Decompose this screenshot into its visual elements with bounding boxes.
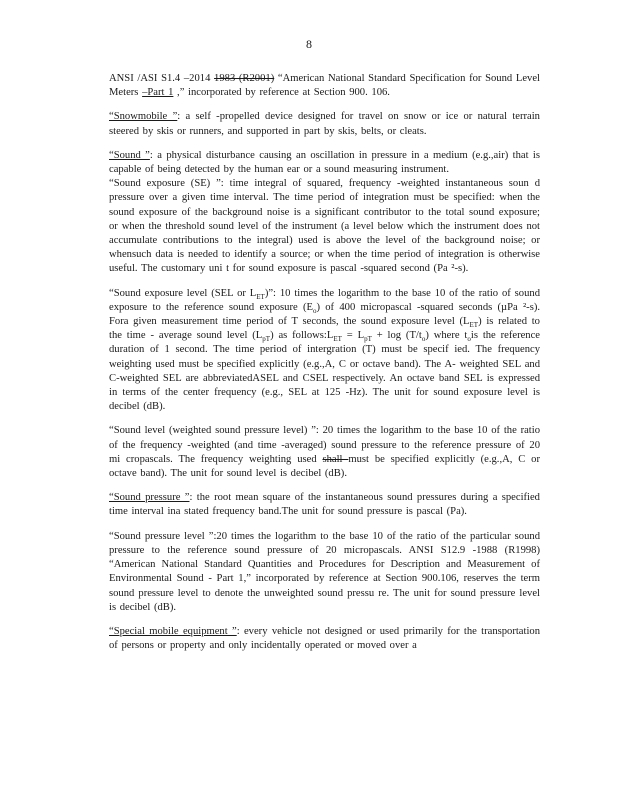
subscript: ET [469, 321, 479, 330]
text: “Sound level (weighted sound pressure level) ”: 20 times the logarithm to the base 10 of the ratio of the frequency -weighted (and time -averaged) sound pressure to the reference pressure of 20 mi cropascals. The frequency weighting used [109, 425, 540, 465]
definition-sound-exposure-level [109, 287, 540, 415]
definition-sound [109, 149, 540, 177]
text: ) as follows:L [270, 330, 334, 342]
subscript: o [467, 335, 471, 344]
definition-sound-pressure-level [109, 530, 540, 615]
defined-term: “Sound ” [109, 149, 150, 161]
text: must be specified explicitly (e.g.,A, C or octave band). The unit for sound level is decibel (dB). [109, 453, 540, 480]
text: = L [341, 330, 365, 342]
definition-sound-exposure [109, 177, 540, 276]
definition-sound-level [109, 424, 540, 481]
subscript: o [421, 335, 426, 344]
definition-text: “Sound pressure level ”:20 times the logarithm to the base 10 of the ratio of the particular sound pressure to the reference sound pressure of 20 micropascals. ANSI S12.9 -1988 (R1998) “American National Standard Quantities and Procedures for Description and Measurement of Environmental Sound - Part 1,” incorporated by reference at Section 900.106, reserves the term sound pressure level to denote the unweighted sound pressu re. The unit for sound pressure level is decibel (dB). [109, 530, 540, 613]
subscript: pT [262, 335, 271, 344]
struck-text: shall [322, 453, 349, 465]
text: “American National Standard Specification for Sound Level Meters [109, 73, 540, 99]
definition-text: “Sound exposure (SE) ”: time integral of squared, frequency -weighted instantaneous soun d pressure over a given time interval. The time period of integration must be specified: when the sound exposure of the background noise is a significant contributor to the total sound exposure; or when the threshold sound level of the instrument (a level below which the instrument does not accumulate contributions to the integral) used is above the level of the background noise; or whensuch data is needed to identify a source; or when the time period of integration is otherwise useful. The customary uni t for sound exposure is pascal -squared second (Pa ²-s). [109, 178, 540, 275]
definition-snowmobile [109, 110, 540, 138]
text: ANSI /ASI S1.4 –2014 [109, 73, 215, 84]
defined-term: “Special mobile equipment ” [109, 625, 237, 637]
subscript: ET [256, 292, 265, 301]
text: ) of 400 micropascal -squared seconds (µPa ²-s). Fora given measurement time period of T seconds, the sound exposure level (L [109, 301, 540, 328]
text: + log (T/t [371, 330, 422, 342]
underlined-text: –Part 1 [142, 87, 174, 99]
definition-special-mobile-equipment [109, 625, 540, 653]
definition-sound-pressure [109, 491, 540, 519]
defined-term: “Snowmobile ” [109, 111, 178, 123]
text: ) is related to the time - average sound level (L [109, 316, 540, 342]
subscript: o [312, 306, 317, 315]
paragraph-ansi-s1-4 [109, 72, 540, 100]
definition-text: : a physical disturbance causing an oscillation in pressure in a medium (e.g.,air) that is capable of being detected by the human ear or a sound measuring instrument. [109, 149, 540, 176]
definition-text: : every vehicle not designed or used primarily for the transportation of persons or property and only incidentally operated or moved over a [109, 625, 540, 652]
definition-text: : a self -propelled device designed for travel on snow or ice or natural terrain steered by skis or runners, and supported in part by skis, belts, or cleats. [109, 111, 540, 137]
text: ) where t [425, 330, 468, 342]
text: ,” incorporated by reference at Section 900. 106. [173, 87, 390, 99]
definition-text: : the root mean square of the instantaneous sound pressures during a specified time interval ina stated frequency band.The unit for sound pressure is pascal (Pa). [109, 492, 540, 518]
subscript: ET [333, 335, 342, 344]
struck-text: 1983 (R2001) [214, 73, 275, 84]
document-body [109, 72, 540, 663]
text: is the reference duration of 1 second. The time period of intergration (T) must be specif ied. The frequency weighting used must be specified explicitly (e.g.,A, C or octave band). The A- weighted SEL and C-weighted SEL are abbreviatedASEL and CSEL respectively. An octave band SEL is expressed in terms of the center frequency (e.g., SEL at 125 -Hz). The unit for sound exposure level is decibel (dB). [109, 330, 541, 413]
page-number: 8 [306, 37, 312, 51]
defined-term: “Sound pressure ” [109, 492, 190, 504]
text: “Sound exposure level (SEL or L [109, 287, 257, 299]
text: )”: 10 times the logarithm to the base 10 of the ratio of sound exposure to the reference sound exposure (E [109, 287, 540, 313]
subscript: pT [364, 335, 372, 344]
